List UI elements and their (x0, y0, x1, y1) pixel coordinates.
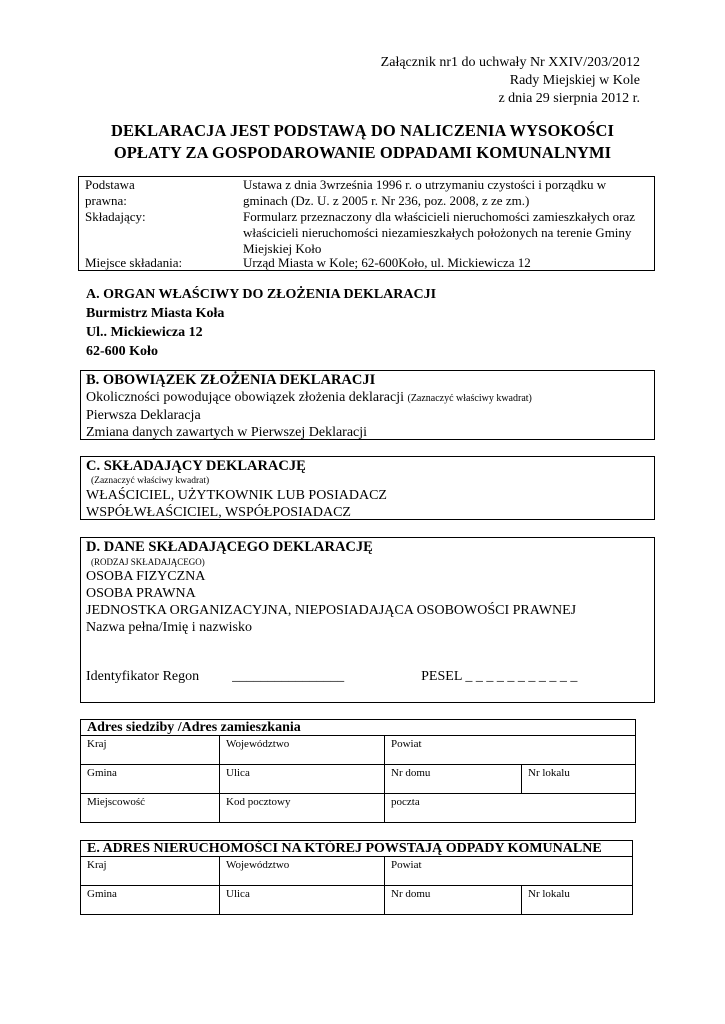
submitter-value: Formularz przeznaczony dla właścicieli nieruchomości zamieszkałych oraz (243, 209, 635, 224)
option-label: OSOBA PRAWNA (86, 586, 196, 601)
section-d-hint: (RODZAJ SKŁADAJĄCEGO) (91, 557, 205, 567)
option-legal-person[interactable] (81, 585, 654, 602)
option-label: OSOBA FIZYCZNA (86, 569, 206, 584)
section-d-heading: D. DANE SKŁADAJĄCEGO DEKLARACJĘ (86, 539, 373, 555)
basis-label: Podstawa (85, 177, 135, 192)
authority-city: 62-600 Koło (86, 344, 158, 359)
pesel-label: PESEL (421, 669, 462, 684)
property-commune-field[interactable]: Gmina (81, 886, 220, 915)
annex-line-3: z dnia 29 sierpnia 2012 r. (498, 91, 640, 106)
section-c (80, 456, 655, 520)
section-b-description: Okoliczności powodujące obowiązek złożenia deklaracji (86, 390, 408, 405)
document-title (60, 120, 665, 164)
regon-field[interactable]: ________________ (232, 669, 345, 684)
section-a-heading: A. ORGAN WŁAŚCIWY DO ZŁOŻENIA DEKLARACJI (86, 287, 437, 302)
property-street-field[interactable]: Ulica (220, 886, 385, 915)
option-first-declaration[interactable] (81, 407, 654, 424)
section-b (80, 370, 655, 440)
commune-field[interactable]: Gmina (81, 765, 220, 794)
postal-code-field[interactable]: Kod pocztowy (220, 794, 385, 823)
option-owner[interactable] (81, 487, 654, 504)
option-natural-person[interactable] (81, 568, 654, 585)
section-a (86, 285, 436, 361)
basis-value-2: gminach (Dz. U. z 2005 r. Nr 236, poz. 2008, z ze zm.) (243, 193, 530, 208)
section-e-heading: E. ADRES NIERUCHOMOŚCI NA KTÓREJ POWSTAJĄ ODPADY KOMUNALNE (81, 841, 633, 857)
option-label: Zmiana danych zawartych w Pierwszej Deklaracji (86, 425, 368, 440)
house-number-field[interactable]: Nr domu (385, 765, 522, 794)
option-label: Pierwsza Deklaracja (86, 408, 201, 423)
post-office-field[interactable]: poczta (385, 794, 636, 823)
property-district-field[interactable]: Powiat (385, 857, 633, 886)
basis-label-2: prawna: (85, 193, 127, 208)
section-b-text (81, 389, 654, 407)
street-field[interactable]: Ulica (220, 765, 385, 794)
section-e-table (80, 840, 633, 915)
option-organizational-unit[interactable] (81, 602, 654, 619)
annex-line-1: Załącznik nr1 do uchwały Nr XXIV/203/2012 (380, 55, 640, 70)
submitter-value-3: Miejskiej Koło (243, 241, 322, 256)
address-heading: Adres siedziby /Adres zamieszkania (81, 720, 636, 736)
property-country-field[interactable]: Kraj (81, 857, 220, 886)
section-c-hint: (Zaznaczyć właściwy kwadrat) (91, 476, 210, 486)
basis-value: Ustawa z dnia 3września 1996 r. o utrzymaniu czystości i porządku w (243, 177, 607, 192)
address-table (80, 719, 636, 823)
pesel-field[interactable]: _ _ _ _ _ _ _ _ _ _ _ (465, 669, 578, 684)
district-field[interactable]: Powiat (385, 736, 636, 765)
place-value: Urząd Miasta w Kole; 62-600Koło, ul. Mickiewicza 12 (243, 255, 531, 270)
annex-line-2: Rady Miejskiej w Kole (509, 73, 640, 88)
title-line-2: OPŁATY ZA GOSPODAROWANIE ODPADAMI KOMUNALNYMI (113, 143, 612, 162)
country-field[interactable]: Kraj (81, 736, 220, 765)
option-label: WŁAŚCICIEL, UŻYTKOWNIK LUB POSIADACZ (86, 488, 387, 503)
section-d (80, 537, 655, 703)
section-b-hint: (Zaznaczyć właściwy kwadrat) (407, 393, 532, 404)
property-house-number-field[interactable]: Nr domu (385, 886, 522, 915)
title-line-1: DEKLARACJA JEST PODSTAWĄ DO NALICZENIA WYSOKOŚCI (110, 121, 615, 140)
option-co-owner[interactable] (81, 504, 654, 521)
identifier-row (86, 669, 577, 685)
section-c-heading: C. SKŁADAJĄCY DEKLARACJĘ (86, 458, 306, 474)
flat-number-field[interactable]: Nr lokalu (522, 765, 636, 794)
regon-label: Identyfikator Regon (86, 669, 200, 684)
place-label: Miejsce składania: (85, 255, 183, 270)
option-change-data[interactable] (81, 424, 654, 441)
annex-reference (330, 54, 640, 108)
property-voivodeship-field[interactable]: Województwo (220, 857, 385, 886)
submitter-value-2: właścicieli nieruchomości niezamieszkałych położonych na terenie Gminy (243, 225, 632, 240)
submitter-label: Składający: (85, 209, 146, 224)
section-b-heading: B. OBOWIĄZEK ZŁOŻENIA DEKLARACJI (86, 372, 376, 388)
full-name-label: Nazwa pełna/Imię i nazwisko (86, 620, 252, 635)
authority-street: Ul.. Mickiewicza 12 (86, 325, 203, 340)
legal-info-box (78, 176, 655, 271)
town-field[interactable]: Miejscowość (81, 794, 220, 823)
option-label: WSPÓŁWŁAŚCICIEL, WSPÓŁPOSIADACZ (86, 505, 351, 520)
authority-name: Burmistrz Miasta Koła (86, 306, 225, 321)
property-flat-number-field[interactable]: Nr lokalu (522, 886, 633, 915)
voivodeship-field[interactable]: Województwo (220, 736, 385, 765)
option-label: JEDNOSTKA ORGANIZACYJNA, NIEPOSIADAJĄCA OSOBOWOŚCI PRAWNEJ (86, 603, 577, 618)
